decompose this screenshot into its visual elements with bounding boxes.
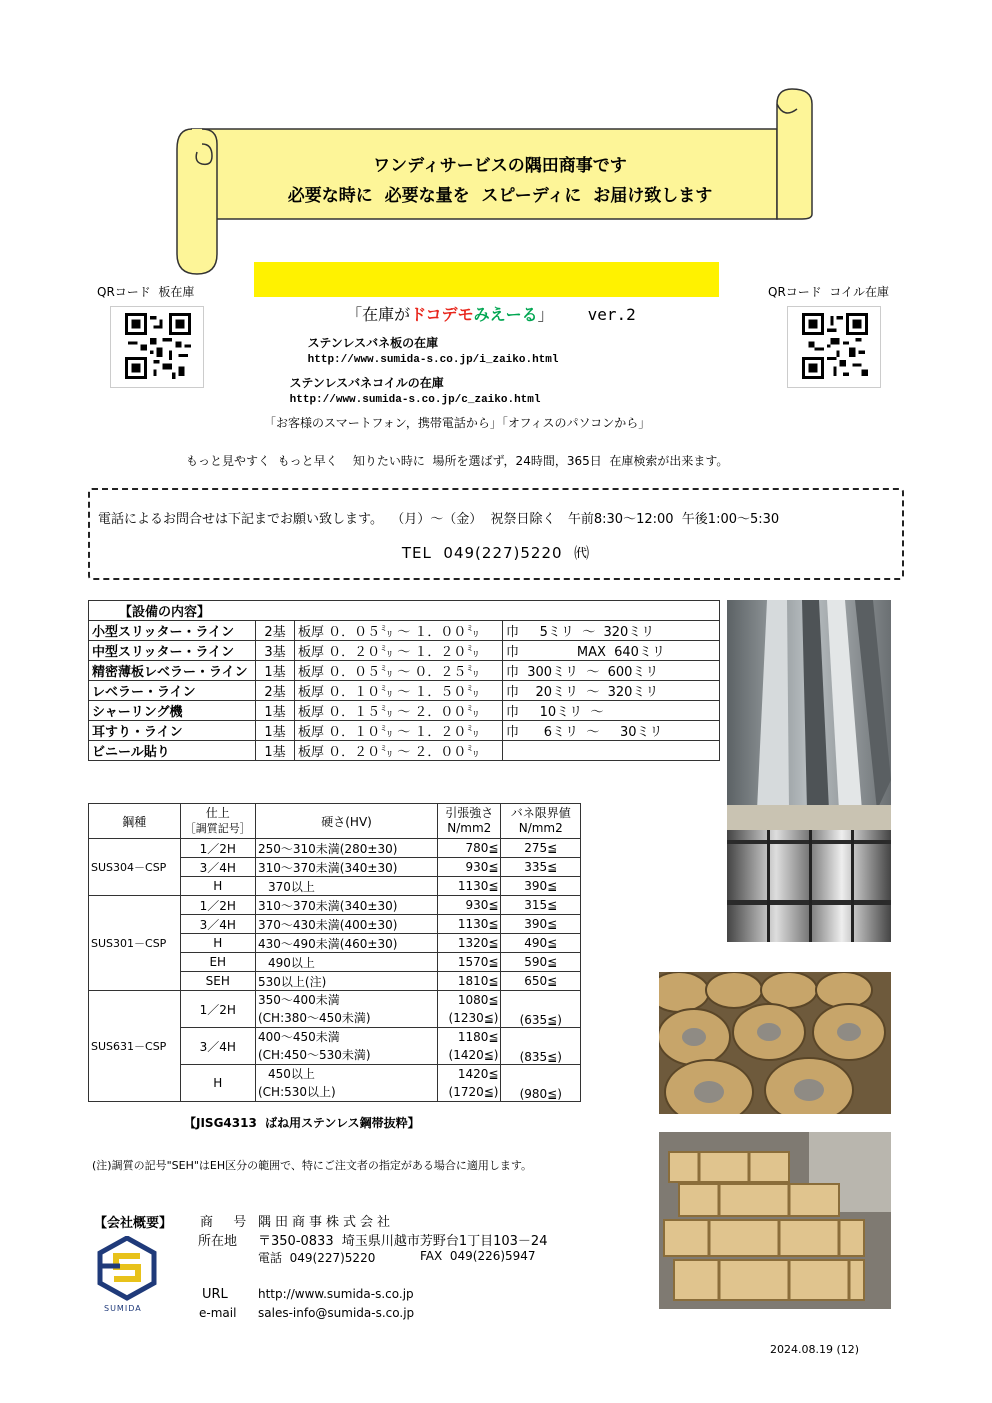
header-hardness: 硬さ(HV) [256,804,438,839]
title-box [254,262,719,324]
contact-tel: TEL 049(227)5220 ㈹ [401,544,591,562]
tensile-cell: 930≦ [438,858,501,877]
table-row [89,991,581,1028]
equipment-thickness: 板厚 ０．２０㍉ ～ ２．００㍉ [295,741,503,761]
spring-cell: 390≦ [501,915,581,934]
fax: FAX 049(226)5947 [420,1249,536,1263]
equipment-width: 巾 300ミリ ～ 600ミリ [503,661,720,681]
table-row [89,621,720,641]
company-name: 隅田商事株式会社 [258,1215,395,1230]
equipment-thickness: 板厚 ０．１０㍉ ～ １．５０㍉ [295,681,503,701]
title-prefix: 「在庫が [346,305,411,324]
equipment-thickness: 板厚 ０．０５㍉ ～ ０．２５㍉ [295,661,503,681]
tensile-cell [438,991,501,1028]
tensile-line: 1180≦ [457,1030,499,1044]
header-finish-line2: ［調質記号］ [184,822,251,835]
equipment-thickness: 板厚 ０．０５㍉ ～ １．００㍉ [295,621,503,641]
qr-code-coil-stock[interactable] [787,306,881,388]
packed-crates-photo [659,1132,891,1309]
title-version: ver.2 [587,305,636,324]
table-row [89,701,720,721]
spring-ch-line: (835≦) [519,1050,562,1064]
equipment-thickness: 板厚 ０．１０㍉ ～ １．２０㍉ [295,721,503,741]
spring-ch-line: (635≦) [519,1013,562,1027]
equipment-count: 2基 [256,681,295,701]
grade-sus301: SUS301－CSP [89,896,181,991]
equipment-name: レベラー・ライン [89,681,256,701]
header-spring-line2: N/mm2 [518,821,563,835]
grade-sus304: SUS304－CSP [89,839,181,896]
tensile-cell: 1130≦ [438,915,501,934]
hardness-cell: 310～370未満(340±30) [256,896,438,915]
header-tensile-line1: 引張強さ [445,806,494,820]
search-line: もっと見やすく もっと早く 知りたい時に 場所を選ばず，24時間，365日 在庫検索が出来ます。 [186,454,729,468]
spring-cell [501,1028,581,1065]
tensile-cell: 930≦ [438,896,501,915]
spring-cell [501,991,581,1028]
equipment-count: 3基 [256,641,295,661]
tensile-cell: 1320≦ [438,934,501,953]
document-date: 2024.08.19 (12) [770,1343,860,1356]
equipment-width: 巾 20ミリ ～ 320ミリ [503,681,720,701]
hardness-cell [256,1028,438,1065]
tensile-cell: 1810≦ [438,972,501,991]
grade-sus631: SUS631－CSP [89,991,181,1102]
title-green: みえーる [473,305,538,324]
equipment-count: 1基 [256,701,295,721]
tensile-line: 1080≦ [457,993,499,1007]
hardness-ch-line: (CH:450～530未満) [258,1048,371,1062]
table-row [89,741,720,761]
hardness-cell: 530以上(注) [256,972,438,991]
qr-code-plate-stock[interactable] [110,306,204,388]
hardness-cell: 310～370未満(340±30) [256,858,438,877]
steel-coils-photo [659,972,891,1114]
spring-cell [501,1065,581,1102]
hardness-ch-line: (CH:530以上) [258,1085,336,1099]
banner-line-2: 必要な時に 必要な量を スピーディに お届け致します [287,186,713,206]
equipment-name: 小型スリッター・ライン [89,621,256,641]
tensile-ch-line: (1720≦) [448,1085,499,1099]
logo-text: SUMIDA [104,1304,142,1313]
equipment-width: 巾 5ミリ ～ 320ミリ [503,621,720,641]
equipment-width [503,741,720,761]
header-grade: 鋼種 [89,804,181,839]
spring-cell: 490≦ [501,934,581,953]
finish-cell: 1／2H [180,839,255,858]
company-heading: 【会社概要】 [94,1216,173,1231]
company-email[interactable]: sales-info@sumida-s.co.jp [258,1306,415,1320]
coil-stock-link[interactable] [282,360,540,406]
finish-cell: H [180,877,255,896]
hardness-cell: 490以上 [256,953,438,972]
hardness-cell [256,1065,438,1102]
header-spring [501,804,581,839]
table-row [89,721,720,741]
contact-box [88,488,904,580]
header-tensile [438,804,501,839]
spring-cell: 275≦ [501,839,581,858]
title-close: 」 [537,305,554,324]
header-spring-line1: バネ限界値 [510,806,571,820]
equipment-count: 1基 [256,741,295,761]
equipment-count: 1基 [256,661,295,681]
hardness-cell: 430～490未満(460±30) [256,934,438,953]
phone: 電話 049(227)5220 [258,1251,376,1265]
steel-strip-photo [727,600,891,942]
equipment-thickness: 板厚 ０．１５㍉ ～ ２．００㍉ [295,701,503,721]
spring-cell: 590≦ [501,953,581,972]
plate-stock-label: ステンレスバネ板の在庫 [307,336,439,350]
equipment-width: 巾 MAX 640ミリ [503,641,720,661]
hardness-cell: 370～430未満(400±30) [256,915,438,934]
equipment-width: 巾 6ミリ ～ 30ミリ [503,721,720,741]
qr-left-label: QRコード 板在庫 [97,285,195,299]
equipment-thickness: 板厚 ０．２０㍉ ～ １．２０㍉ [295,641,503,661]
finish-cell: H [180,1065,255,1102]
coil-stock-label: ステンレスバネコイルの在庫 [289,376,444,390]
header-finish [180,804,255,839]
table-row [89,681,720,701]
finish-cell: SEH [180,972,255,991]
finish-cell: H [180,934,255,953]
equipment-count: 1基 [256,721,295,741]
finish-cell: 3／4H [180,858,255,877]
finish-cell: 3／4H [180,915,255,934]
finish-cell: 3／4H [180,1028,255,1065]
tensile-line: 1420≦ [457,1067,499,1081]
company-name-label: 商 号 [200,1215,251,1230]
seh-note: (注)調質の記号"SEH"はEH区分の範囲で、特にご注文者の指定がある場合に適用します。 [92,1159,533,1172]
table-row [89,839,581,858]
hardness-line: 400～450未満 [258,1030,340,1044]
address: 〒350-0833 埼玉県川越市芳野台1丁目103－24 [258,1234,548,1249]
tensile-ch-line: (1230≦) [448,1011,499,1025]
equipment-header: 【設備の内容】 [89,601,720,621]
hardness-ch-line: (CH:380～450未満) [258,1011,371,1025]
header-finish-line1: 仕上 [205,806,230,820]
finish-cell: 1／2H [180,896,255,915]
spring-cell: 390≦ [501,877,581,896]
equipment-name: シャーリング機 [89,701,256,721]
equipment-name: ビニール貼り [89,741,256,761]
tensile-cell [438,1028,501,1065]
plate-stock-url[interactable]: http://www.sumida-s.co.jp/i_zaiko.html [307,354,559,366]
table-row [89,661,720,681]
spring-cell: 650≦ [501,972,581,991]
access-line: 「お客様のスマートフォン，携帯電話から」「オフィスのパソコンから」 [264,416,651,430]
tensile-cell [438,1065,501,1102]
finish-cell: EH [180,953,255,972]
equipment-name: 精密薄板レベラー・ライン [89,661,256,681]
tensile-cell: 1130≦ [438,877,501,896]
equipment-table [88,600,720,761]
header-tensile-line2: N/mm2 [447,821,492,835]
spring-ch-line: (980≦) [519,1087,562,1101]
title-highlight: ドコデモ [410,305,474,324]
equipment-name: 中型スリッター・ライン [89,641,256,661]
hardness-cell: 370以上 [256,877,438,896]
hardness-cell: 250～310未満(280±30) [256,839,438,858]
hardness-cell [256,991,438,1028]
equipment-width: 巾 10ミリ ～ [503,701,720,721]
banner-line-1: ワンディサービスの隅田商事です [373,156,627,176]
finish-cell: 1／2H [180,991,255,1028]
tensile-ch-line: (1420≦) [448,1048,499,1062]
equipment-name: 耳すり・ライン [89,721,256,741]
spring-cell: 335≦ [501,858,581,877]
spring-cell: 315≦ [501,896,581,915]
tensile-cell: 1570≦ [438,953,501,972]
sumida-logo-icon [96,1236,158,1310]
equipment-count: 2基 [256,621,295,641]
address-label: 所在地 [198,1234,238,1249]
table-source: 【JISG4313 ばね用ステンレス鋼帯抜粋】 [184,1116,420,1130]
table-row [89,641,720,661]
steel-grade-table [88,803,581,1102]
hardness-line: 450以上 [268,1067,315,1081]
table-row [89,896,581,915]
company-url[interactable]: http://www.sumida-s.co.jp [258,1287,414,1301]
coil-stock-url[interactable]: http://www.sumida-s.co.jp/c_zaiko.html [289,394,541,406]
url-label: URL [202,1287,228,1302]
email-label: e-mail [199,1306,237,1320]
tensile-cell: 780≦ [438,839,501,858]
qr-right-label: QRコード コイル在庫 [768,285,890,299]
contact-text: 電話によるお問合せは下記までお願い致します。 （月）～（金） 祝祭日除く 午前8:30～12:00 午後1:00～5:30 [98,512,780,527]
hardness-line: 350～400未満 [258,993,340,1007]
